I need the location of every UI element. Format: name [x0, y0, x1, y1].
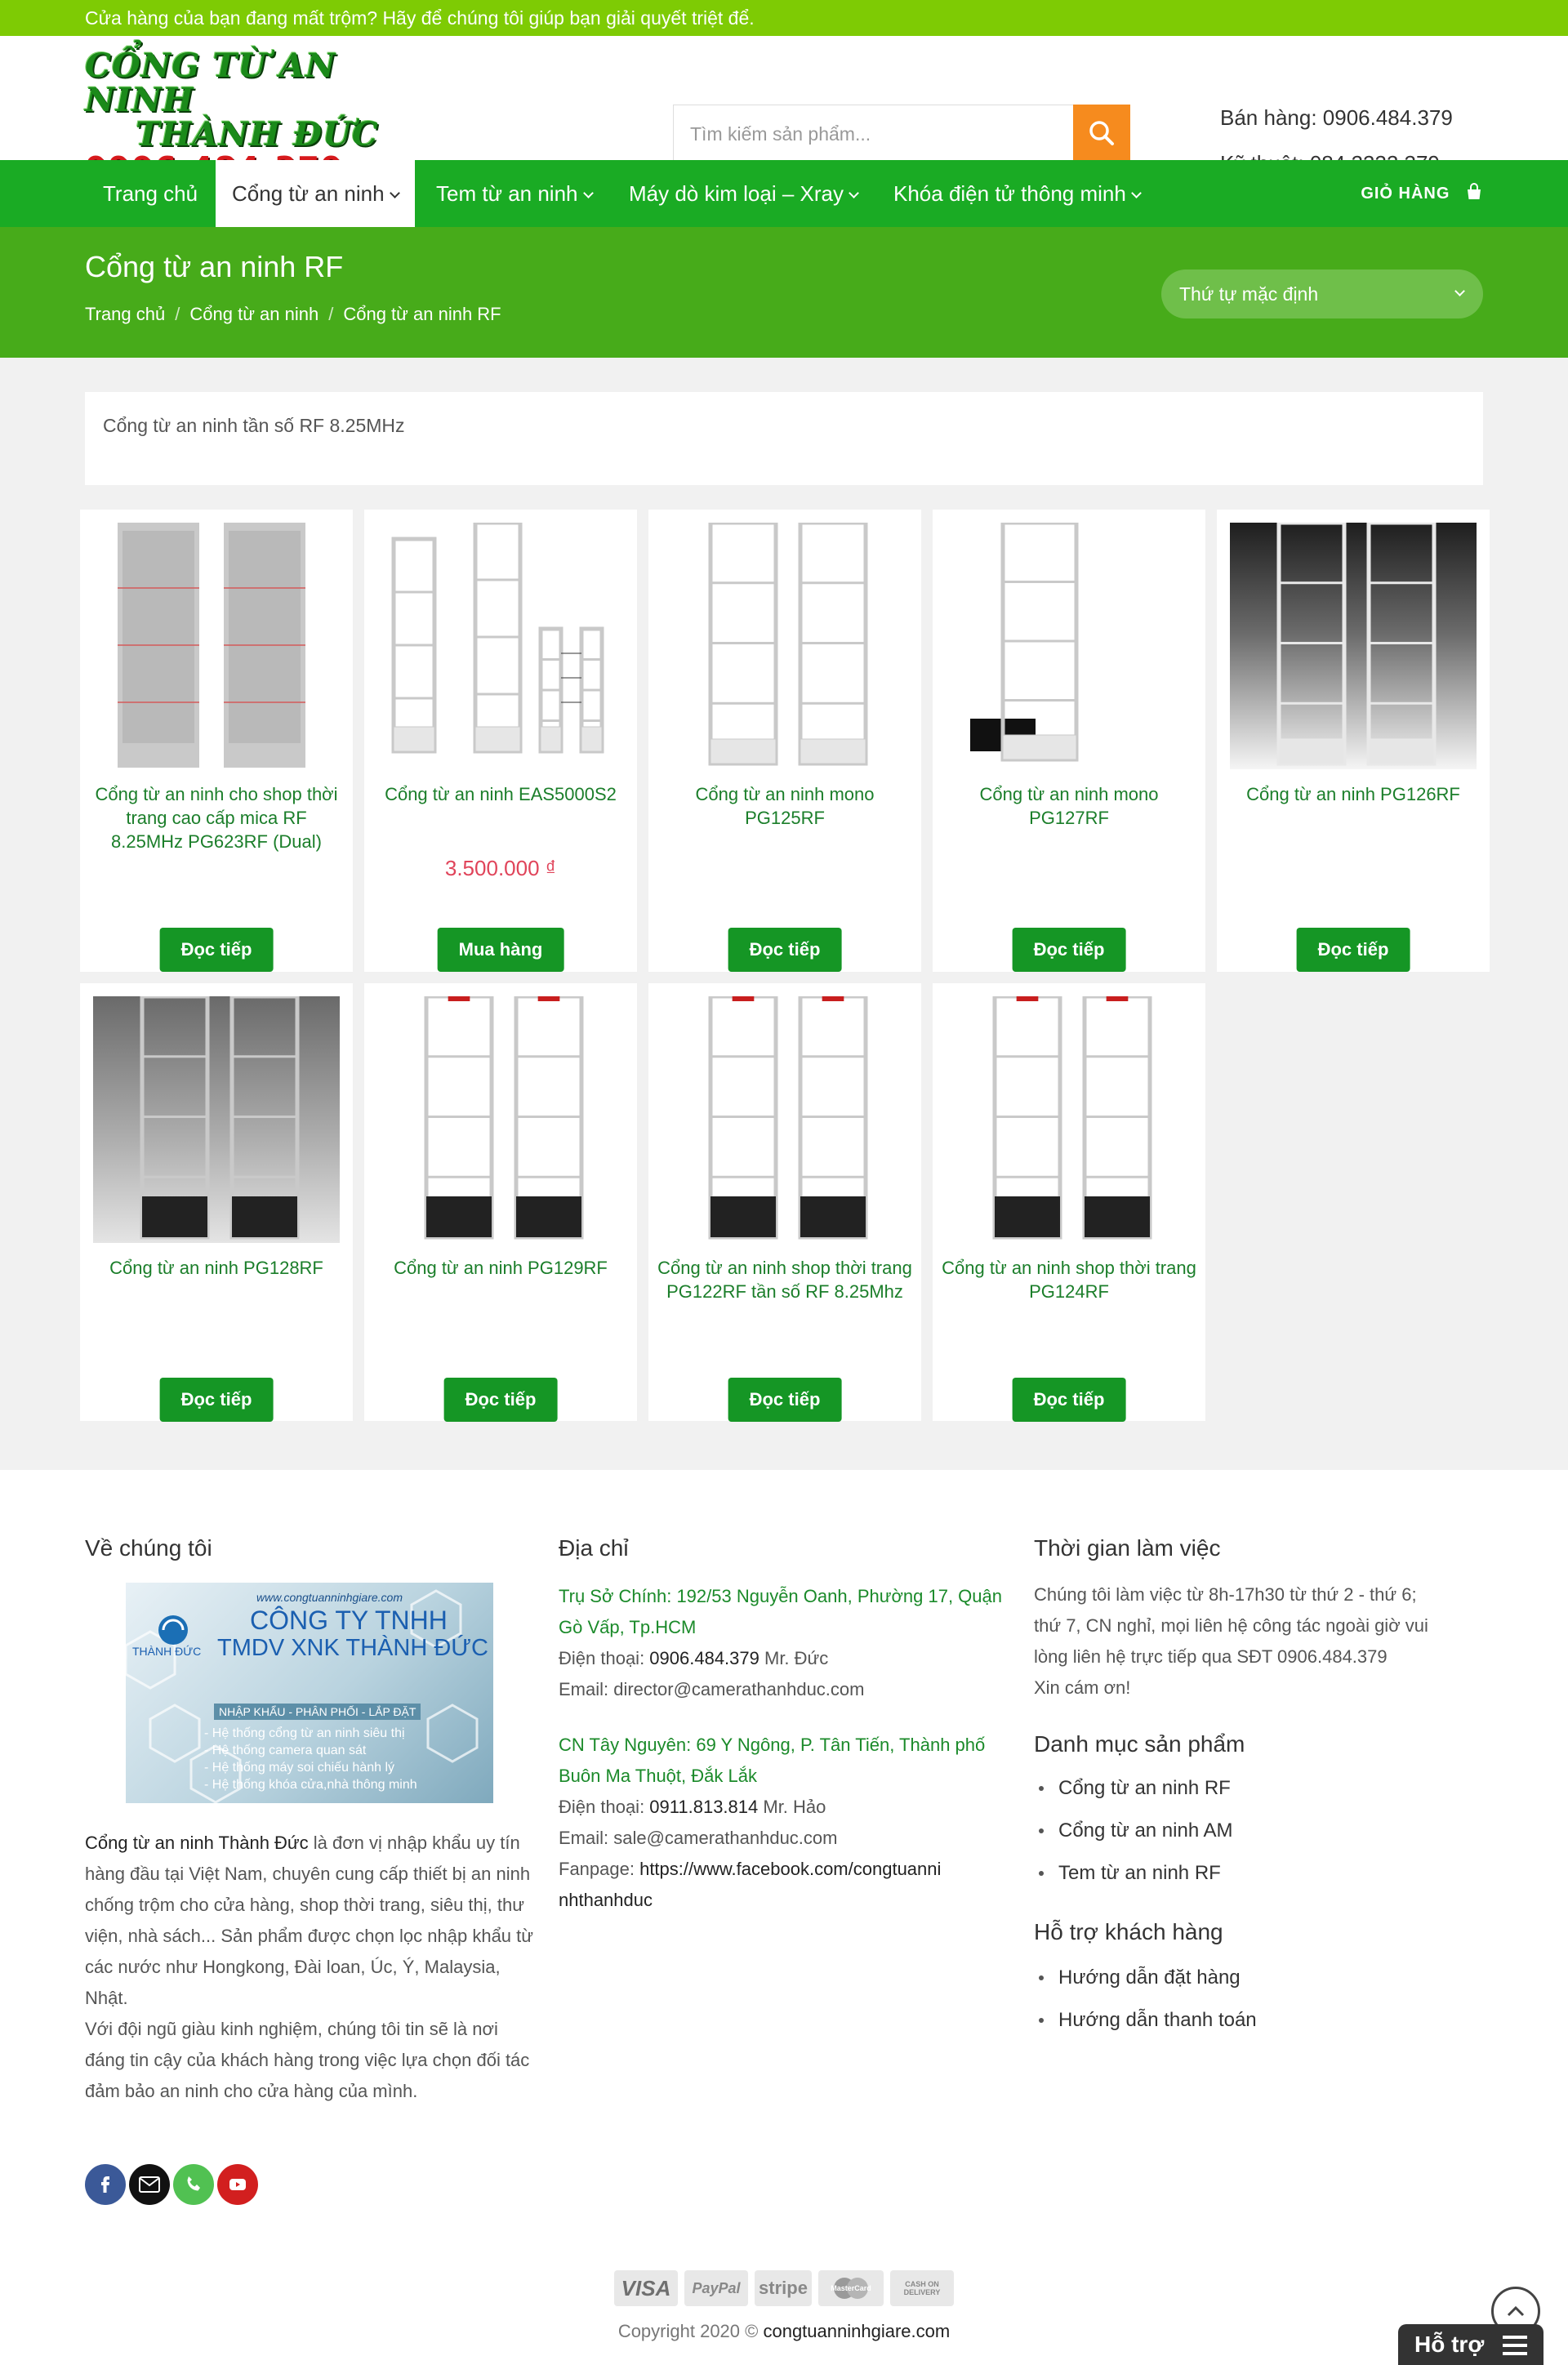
about-heading: Về chúng tôi	[85, 1535, 212, 1561]
phone-label: Điện thoại:	[559, 1797, 650, 1817]
search-icon	[1087, 118, 1116, 148]
read-more-button[interactable]: Đọc tiếp	[728, 1378, 842, 1422]
read-more-button[interactable]: Đọc tiếp	[444, 1378, 558, 1422]
banner-company-1: CÔNG TY TNHH	[250, 1606, 448, 1635]
product-card[interactable]	[364, 983, 637, 1421]
youtube-button[interactable]	[217, 2164, 258, 2205]
read-more-button[interactable]: Đọc tiếp	[1013, 1378, 1126, 1422]
email-button[interactable]	[129, 2164, 170, 2205]
banner-tagline: NHẬP KHẨU - PHÂN PHỐI - LẮP ĐẶT	[214, 1704, 421, 1720]
search-box[interactable]	[673, 105, 1130, 162]
shopping-bag-icon	[1465, 183, 1483, 201]
nav-label: Trang chủ	[103, 181, 198, 206]
nav-item-tem-tu[interactable]	[420, 160, 608, 227]
copyright-text: Copyright 2020 ©	[617, 2321, 764, 2341]
promo-topbar: Cửa hàng của bạn đang mất trộm? Hãy để chúng tôi giúp bạn giải quyết triệt để.	[0, 0, 1568, 36]
banner-brand: THÀNH ĐỨC	[132, 1645, 202, 1658]
copyright-link[interactable]: congtuanninhgiare.com	[763, 2321, 951, 2341]
product-card[interactable]	[933, 510, 1205, 972]
product-image[interactable]	[93, 996, 340, 1243]
product-title[interactable]: Cổng từ an ninh PG126RF	[1246, 784, 1460, 804]
product-price: 3.500.000 ₫	[444, 856, 557, 880]
category-description-text: Cổng từ an ninh tần số RF 8.25MHz	[103, 415, 405, 436]
read-more-button[interactable]: Đọc tiếp	[1297, 928, 1410, 972]
cart-label: GIỎ HÀNG	[1361, 185, 1450, 203]
menu-icon	[1503, 2336, 1527, 2355]
product-card[interactable]	[80, 983, 353, 1421]
breadcrumb-separator: /	[328, 304, 334, 324]
product-image[interactable]	[662, 996, 908, 1243]
hours-heading: Thời gian làm việc	[1034, 1535, 1221, 1561]
hq-email[interactable]: Email: director@camerathanhduc.com	[559, 1679, 865, 1699]
paypal-icon: PayPal	[684, 2270, 748, 2306]
visa-icon: VISA	[614, 2270, 678, 2306]
chevron-down-icon	[849, 188, 859, 198]
banner-service-line: - Hệ thống cổng từ an ninh siêu thị	[204, 1726, 405, 1740]
facebook-button[interactable]	[85, 2164, 126, 2205]
logo-line-1: CỔNG TỪ AN NINH	[85, 47, 336, 119]
nav-item-cong-tu[interactable]	[216, 160, 415, 227]
product-image[interactable]	[662, 523, 908, 769]
fanpage-label: Fanpage:	[559, 1859, 640, 1879]
hq-phone-number[interactable]: 0906.484.379	[649, 1648, 760, 1668]
breadcrumb-current: Cổng từ an ninh RF	[343, 304, 501, 324]
read-more-button[interactable]: Đọc tiếp	[160, 1378, 274, 1422]
hours-line: Xin cám ơn!	[1034, 1677, 1131, 1698]
read-more-button[interactable]: Đọc tiếp	[728, 928, 842, 972]
phone-person: Mr. Hảo	[758, 1797, 826, 1817]
product-title[interactable]: Cổng từ an ninh mono PG127RF	[979, 784, 1159, 828]
site-header	[0, 36, 1568, 160]
site-logo[interactable]	[85, 47, 395, 154]
product-card[interactable]	[648, 510, 921, 972]
categories-heading: Danh mục sản phẩm	[1034, 1731, 1245, 1757]
mastercard-label: MasterCard	[831, 2284, 871, 2292]
product-card[interactable]	[933, 983, 1205, 1421]
envelope-icon	[139, 2176, 160, 2193]
cart-link[interactable]	[1361, 160, 1483, 227]
branch-address: CN Tây Nguyên: 69 Y Ngông, P. Tân Tiến, Thành phố Buôn Ma Thuột, Đắk Lắk	[559, 1735, 986, 1786]
facebook-icon	[96, 2175, 115, 2194]
company-banner-image	[126, 1583, 493, 1803]
product-image[interactable]	[377, 996, 624, 1243]
hours-line: Chúng tôi làm việc từ 8h-17h30 từ thứ 2 - thứ 6;	[1034, 1584, 1417, 1605]
product-card[interactable]	[364, 510, 637, 972]
product-title[interactable]: Cổng từ an ninh shop thời trang PG122RF tần số RF 8.25Mhz	[657, 1258, 912, 1302]
nav-item-may-do[interactable]	[612, 160, 874, 227]
branch-phone-number[interactable]: 0911.813.814	[649, 1797, 759, 1817]
product-image[interactable]	[1230, 523, 1477, 769]
product-title[interactable]: Cổng từ an ninh shop thời trang PG124RF	[942, 1258, 1196, 1302]
branch-email[interactable]: Email: sale@camerathanhduc.com	[559, 1828, 838, 1848]
copyright	[0, 2321, 1568, 2342]
about-lead: Cổng từ an ninh Thành Đức	[85, 1833, 309, 1853]
add-to-cart-button[interactable]: Mua hàng	[438, 928, 564, 972]
address-block	[559, 1581, 1008, 1916]
youtube-icon	[228, 2175, 247, 2194]
nav-item-khoa-dien-tu[interactable]	[877, 160, 1156, 227]
hq-phone	[559, 1643, 1008, 1674]
hours-line: lòng liên hệ trực tiếp qua SĐT 0906.484.379	[1034, 1646, 1388, 1667]
logo-line-2: THÀNH ĐỨC	[136, 115, 379, 154]
product-image[interactable]	[946, 996, 1192, 1243]
cash-on-delivery-icon: CASH ON DELIVERY	[890, 2270, 954, 2306]
hours-text	[1034, 1579, 1491, 1704]
main-nav	[0, 160, 1568, 227]
about-body: là đơn vị nhập khẩu uy tín hàng đầu tại Việt Nam, chuyên cung cấp thiết bị an ninh chống trộm cho cửa hàng, shop thời trang, siêu thị, thư viện, nhà sách... Sản phẩm được chọn lọc nhập khẩu từ các nước như Hongkong, Đài loan, Úc, Ý, Malaysia, Nhật.	[85, 1833, 533, 2008]
banner-service-line: - Hệ thống camera quan sát	[204, 1744, 367, 1757]
sales-phone: Bán hàng: 0906.484.379	[1220, 105, 1453, 130]
search-input[interactable]: Tìm kiếm sản phẩm...	[690, 123, 871, 145]
product-card[interactable]	[1217, 510, 1490, 972]
hours-line: thứ 7, CN nghỉ, mọi liên hệ công tác ngoài giờ vui	[1034, 1615, 1428, 1636]
product-title[interactable]: Cổng từ an ninh mono PG125RF	[695, 784, 875, 828]
banner-service-line: - Hệ thống máy soi chiếu hành lý	[204, 1761, 395, 1775]
phone-label: Điện thoại:	[559, 1648, 650, 1668]
product-title[interactable]: Cổng từ an ninh PG129RF	[394, 1258, 608, 1278]
footer-support-link[interactable]: Hướng dẫn thanh toán	[1039, 2009, 1257, 2032]
hq-address: Trụ Sở Chính: 192/53 Nguyễn Oanh, Phường 17, Quận Gò Vấp, Tp.HCM	[559, 1586, 1002, 1637]
about-text	[85, 1828, 534, 2107]
page-title: Cổng từ an ninh RF	[85, 250, 344, 283]
footer-category-link[interactable]: Cổng từ an ninh RF	[1039, 1777, 1231, 1800]
footer-category-link[interactable]: Cổng từ an ninh AM	[1039, 1819, 1233, 1842]
product-card[interactable]	[80, 510, 353, 972]
nav-item-home[interactable]	[85, 160, 216, 227]
banner-site: www.congtuanninhgiare.com	[256, 1591, 403, 1604]
nav-label: Khóa điện tử thông minh	[893, 181, 1126, 206]
breadcrumb-category[interactable]: Cổng từ an ninh	[189, 304, 319, 324]
chevron-down-icon	[390, 188, 400, 198]
category-banner	[0, 227, 1568, 358]
banner-service-line: - Hệ thống khóa cửa,nhà thông minh	[204, 1778, 417, 1792]
product-title[interactable]: Cổng từ an ninh cho shop thời trang cao cấp mica RF 8.25MHz PG623RF (Dual)	[95, 784, 338, 852]
chevron-down-icon	[1454, 286, 1465, 296]
search-button[interactable]	[1073, 105, 1130, 162]
chevron-down-icon	[1131, 188, 1142, 198]
phone-icon	[184, 2175, 203, 2194]
support-label: Hỗ trợ	[1414, 2332, 1485, 2357]
product-title[interactable]: Cổng từ an ninh PG128RF	[109, 1258, 323, 1278]
product-image[interactable]	[93, 523, 340, 769]
fanpage-link[interactable]: https://www.facebook.com/congtuanni	[639, 1859, 942, 1879]
customer-support-heading: Hỗ trợ khách hàng	[1034, 1919, 1223, 1944]
stripe-icon: stripe	[755, 2270, 812, 2306]
banner-company-2: TMDV XNK THÀNH ĐỨC	[217, 1635, 488, 1661]
read-more-button[interactable]: Đọc tiếp	[160, 928, 274, 972]
branch-phone	[559, 1792, 1008, 1823]
support-widget[interactable]	[1398, 2324, 1544, 2365]
chevron-down-icon	[583, 188, 594, 198]
mastercard-icon	[818, 2270, 884, 2306]
fanpage	[559, 1854, 1008, 1885]
breadcrumb-separator: /	[175, 304, 180, 324]
chevron-up-icon	[1506, 2305, 1526, 2318]
banner-services	[204, 1725, 417, 1793]
product-card[interactable]	[648, 983, 921, 1421]
address-heading: Địa chỉ	[559, 1535, 629, 1561]
sort-select[interactable]	[1161, 269, 1483, 318]
product-image[interactable]	[377, 523, 624, 769]
sort-value: Thứ tự mặc định	[1179, 283, 1319, 305]
fanpage-link-cont[interactable]: nhthanhduc	[559, 1890, 653, 1910]
phone-button[interactable]	[173, 2164, 214, 2205]
category-description	[85, 392, 1483, 485]
phone-person: Mr. Đức	[759, 1648, 829, 1668]
breadcrumb-home[interactable]: Trang chủ	[85, 304, 166, 324]
nav-label: Cổng từ an ninh	[232, 181, 385, 206]
breadcrumb	[85, 304, 501, 325]
nav-label: Tem từ an ninh	[436, 181, 578, 206]
about-body-2: Với đội ngũ giàu kinh nghiệm, chúng tôi tin sẽ là nơi đáng tin cậy của khách hàng trong việc lựa chọn đối tác đảm bảo an ninh cho cửa hàng của mình.	[85, 2019, 530, 2101]
product-title[interactable]: Cổng từ an ninh EAS5000S2	[385, 784, 617, 804]
read-more-button[interactable]: Đọc tiếp	[1013, 928, 1126, 972]
footer-category-link[interactable]: Tem từ an ninh RF	[1039, 1862, 1221, 1885]
product-image[interactable]	[946, 523, 1192, 769]
nav-label: Máy dò kim loại – Xray	[629, 181, 844, 206]
footer-support-link[interactable]: Hướng dẫn đặt hàng	[1039, 1966, 1241, 1989]
